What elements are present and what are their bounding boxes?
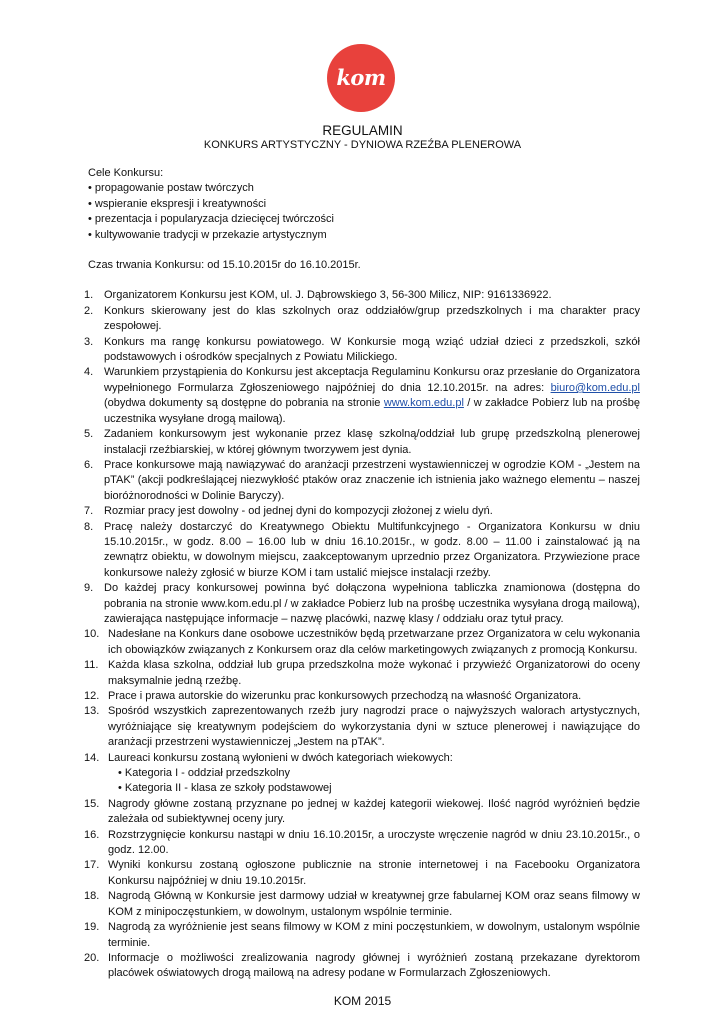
rule-item: 6. Prace konkursowe mają nawiązywać do aranżacji przestrzeni wystawienniczej w ogrodzie KOM - „Jestem na pTAK” (akcji podkreślającej niezwykłość ptaków oraz znaczenie ich istnienia jako ważnego elementu – naszej bioróżnorodności w Dolinie Baryczy).	[84, 458, 640, 502]
rule-item: 10. Nadesłane na Konkurs dane osobowe uczestników będą przetwarzane przez Organizatora w celu wykonania ich obowiązków związanych z Konkursem oraz dla celów marketingowych związanych z promocją Konkursu.	[84, 628, 640, 656]
rule-item: 13. Spośród wszystkich zaprezentowanych rzeźb jury nagrodzi prace o najwyższych walorach artystycznych, wyróżniające się kreatywnym podejściem do wykorzystania dyni w sztuce plenerowej i nawiązujące do aranżacji przestrzeni wystawienniczej „Jestem na pTAK”.	[84, 705, 640, 749]
rule-item: 18. Nagrodą Główną w Konkursie jest darmowy udział w kreatywnej grze fabularnej KOM oraz seans filmowy w KOM z minipoczęstunkiem, w dowolnym, ustalonym wspólnie terminie.	[84, 890, 640, 918]
rule-item: 2. Konkurs skierowany jest do klas szkolnych oraz oddziałów/grup przedszkolnych i ma charakter pracy zespołowej.	[84, 304, 640, 333]
rule-item: 1. Organizatorem Konkursu jest KOM, ul. J. Dąbrowskiego 3, 56-300 Milicz, NIP: 9161336922.	[84, 289, 552, 302]
logo-text: kom	[336, 64, 386, 90]
goal-item: • kultywowanie tradycji w przekazie artystycznym	[88, 228, 640, 243]
rule-item: 15. Nagrody główne zostaną przyznane po jednej w każdej kategorii wiekowej. Ilość nagród wyróżnień będzie zależała od subiektywnej oceny jury.	[84, 797, 640, 826]
goals-heading: Cele Konkursu:	[88, 167, 164, 179]
page-footer: KOM 2015	[333, 994, 392, 1008]
rule-item: 11. Każda klasa szkolna, oddział lub grupa przedszkolna może wykonać i przywieźć Organizatorowi do oceny maksymalnie jedną rzeźbę.	[84, 659, 640, 687]
goal-item: • prezentacja i popularyzacja dziecięcej twórczości	[88, 212, 640, 227]
category-item: • Kategoria I - oddział przedszkolny	[118, 766, 640, 781]
rule-item: 8. Pracę należy dostarczyć do Kreatywnego Obiektu Multifunkcyjnego - Organizatora Konkursu w dniu 15.10.2015r., w godz. 8.00 – 16.00 lub w dniu 16.10.2015r., w godz. 8.00 – 11.00 i zainstalować ją na zewnątrz obiektu, w dowolnym miejscu, zaakceptowanym uprzednio przez Organizatora. Przywiezione prace konkursowe należy zgłosić w biurze KOM i tam ustalić miejsce instalacji rzeźby.	[84, 520, 640, 579]
document-body	[84, 166, 641, 982]
rule-item: 9. Do każdej pracy konkursowej powinna być dołączona wypełniona tabliczka znamionowa (dostępna do pobrania na stronie www.kom.edu.pl / w zakładce Pobierz lub na prośbę uczestnika wysyłana drogą mailową), zawierająca następujące informacje – nazwę placówki, nazwę klasy / oddziału oraz tytuł pracy.	[84, 582, 640, 625]
email-link[interactable]: biuro@kom.edu.pl	[550, 381, 640, 394]
rule-item: 12. Prace i prawa autorskie do wizerunku prac konkursowych przechodzą na własność Organizatora.	[84, 690, 582, 702]
goal-item: • propagowanie postaw twórczych	[88, 181, 640, 196]
rule-item: 4. Warunkiem przystąpienia do Konkursu jest akceptacja Regulaminu Konkursu oraz przesłanie do Organizatora wypełnionego Formularza Zgłoszeniowego najpóźniej do dnia 12.10.2015r. na adres: biuro@kom.edu.pl (obydwa dokumenty są dostępne do pobrania na stronie www.kom.edu.pl / w zakładce Pobierz lub na prośbę uczestnika wysyłane drogą mailową).	[84, 366, 641, 425]
rule-item: 14. Laureaci konkursu zostaną wyłonieni w dwóch kategoriach wiekowych: • Kategoria I - oddział przedszkolny • Kategoria II - klasa ze szkoły podstawowej	[88, 751, 640, 797]
page-title: REGULAMIN	[322, 123, 403, 138]
rule-item: 7. Rozmiar pracy jest dowolny - od jednej dyni do kompozycji złożonej z wielu dyń.	[84, 505, 493, 518]
category-item: • Kategoria II - klasa ze szkoły podstawowej	[118, 781, 640, 796]
rule-item: 3. Konkurs ma rangę konkursu powiatowego. W Konkursie mogą wziąć udział dzieci z przedszkoli, szkół podstawowych i ośrodków specjalnych z Powiatu Milickiego.	[84, 335, 640, 364]
page-subtitle: KONKURS ARTYSTYCZNY - DYNIOWA RZEŹBA PLENEROWA	[203, 139, 522, 151]
rule-item: 19. Nagrodą za wyróżnienie jest seans filmowy w KOM z mini poczęstunkiem, w dowolnym, ustalonym wspólnie terminie.	[84, 921, 640, 949]
rule-item: 17. Wyniki konkursu zostaną ogłoszone publicznie na stronie internetowej i na Facebooku Organizatora Konkursu najpóźniej w dniu 19.10.2015r.	[84, 859, 640, 887]
category-list	[108, 766, 640, 797]
rules-list	[84, 288, 641, 981]
rule-item: 16. Rozstrzygnięcie konkursu nastąpi w dniu 16.10.2015r, a uroczyste wręczenie nagród w dniu 23.10.2015r., o godz. 12.00.	[84, 828, 640, 857]
goals-list	[88, 181, 640, 243]
kom-logo	[327, 44, 395, 112]
website-link[interactable]: www.kom.edu.pl	[383, 397, 464, 410]
contest-duration: Czas trwania Konkursu: od 15.10.2015r do 16.10.2015r.	[88, 259, 361, 272]
goal-item: • wspieranie ekspresji i kreatywności	[88, 197, 640, 212]
rule-item: 20. Informacje o możliwości zrealizowania nagrody głównej i wyróżnień zostaną przekazane dyrektorom placówek oświatowych drogą mailową na adresy podane w Formularzach Zgłoszeniowych.	[84, 951, 640, 980]
rule-item: 5. Zadaniem konkursowym jest wykonanie przez klasę szkolną/oddział lub grupę przedszkolną plenerowej instalacji rzeźbiarskiej, w której głównym tworzywem jest dynia.	[84, 428, 640, 456]
